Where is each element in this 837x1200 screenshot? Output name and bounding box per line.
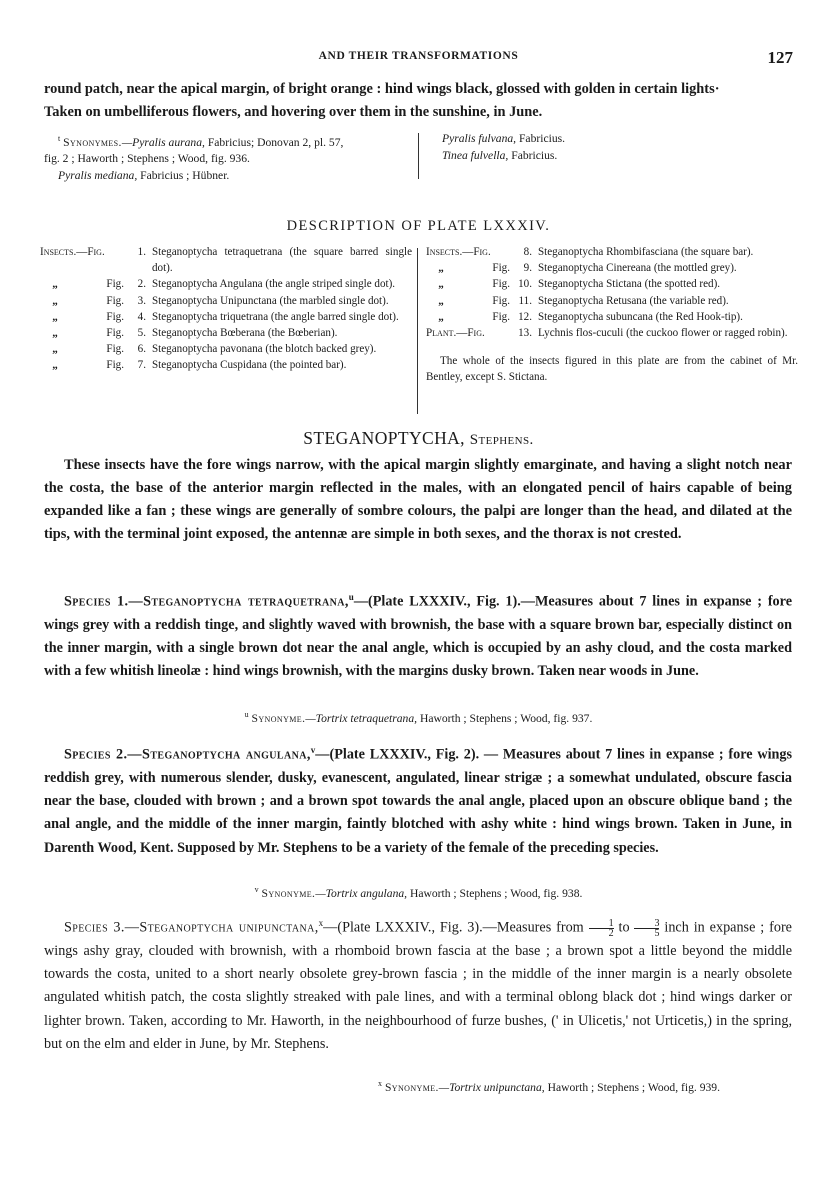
synonyms-right-line-2: Tinea fulvella, Fabricius. bbox=[442, 148, 558, 162]
species-2-marker: v bbox=[310, 745, 316, 755]
species-1-synonym: $^u$ Synonyme.—Tortrix tetraquetrana, Haworth ; Stephens ; Wood, fig. 937. bbox=[244, 710, 593, 725]
plate-entry bbox=[40, 244, 412, 276]
species-1-ref: —(Plate LXXXIV., Fig. 1). bbox=[353, 593, 521, 610]
species-3-name: Steganoptycha unipunctana, bbox=[139, 919, 319, 936]
plate-entry-label: Insects.—Fig. 8. bbox=[426, 246, 532, 258]
plate-entry-text: Lychnis flos-cuculi (the cuckoo flower or ragged robin). bbox=[538, 327, 788, 340]
plate-entry-label: „ Fig. 7. bbox=[52, 359, 146, 372]
plate-entry-label: Plant.—Fig. 13. bbox=[426, 327, 532, 340]
genus-heading bbox=[0, 428, 837, 449]
page-number: 127 bbox=[767, 48, 793, 67]
plate-divider bbox=[417, 248, 418, 414]
species-2-label: Species 2.— bbox=[64, 746, 143, 763]
plate-entry-label: „ Fig. 3. bbox=[52, 294, 146, 307]
plate-entry-text: Steganoptycha Unipunctana (the marbled single dot). bbox=[152, 294, 389, 307]
species-2-synonym: $^v$ Synonyme.—Tortrix angulana, Haworth ; Stephens ; Wood, fig. 938. bbox=[254, 885, 583, 900]
plate-entry-label: „ Fig. 9. bbox=[438, 262, 532, 275]
synonyms-right-line-1: Pyralis fulvana, Fabricius. bbox=[442, 132, 566, 145]
synonyms-right-column bbox=[442, 131, 742, 164]
genus-authority: Stephens. bbox=[469, 432, 534, 448]
plate-entry bbox=[426, 309, 798, 325]
plate-entry-text: Steganoptycha subuncana (the Red Hook-tip). bbox=[538, 310, 743, 323]
plate-note: The whole of the insects figured in this plate are from the cabinet of Mr. Bentley, except S. Stictana. bbox=[426, 355, 798, 384]
plate-entry bbox=[426, 260, 798, 276]
plate-entry-text: Steganoptycha Rhombifasciana (the square bar). bbox=[538, 246, 754, 258]
fraction-three-fifths: $\frac{3}{5}$ bbox=[634, 919, 659, 938]
plate-entry-text: Steganoptycha Cinereana (the mottled grey). bbox=[538, 262, 737, 275]
column-divider bbox=[418, 133, 419, 179]
plate-entry bbox=[426, 293, 798, 309]
species-3-paragraph: Species 3.—Steganoptycha unipunctana,$^x$—(Plate LXXXIV., Fig. 3).—Measures from $\frac{1}{2}$ to $\frac{3}{5}$ inch in expanse ; fore wings ashy gray, clouded with brownish, with a rhomboid brown fascia at the base ; a brown spot a little beyond the middle towards the costa, united to a short nearly obsolete grey-brown fascia ; in the middle of the inner margin is a nearly obsolete angulated whitish patch, the costa slightly streaked with pale lines, and with a terminal oblong black dot ; hind wings darker or lighter brown. Taken, according to Mr. Haworth, in the neighbourhood of furze bushes, (' in Ulicetis,' not Urticetis,) in the spring, but on the elm and elder in June, by Mr. Stephens. bbox=[44, 917, 792, 1052]
plate-left-column bbox=[40, 244, 412, 374]
page-header bbox=[0, 48, 837, 72]
plate-entry-label: „ Fig. 4. bbox=[52, 310, 146, 323]
running-head: AND THEIR TRANSFORMATIONS bbox=[318, 50, 519, 62]
plate-entry-text: Steganoptycha Cuspidana (the pointed bar). bbox=[152, 359, 347, 372]
species-3-ref: —(Plate LXXXIV., Fig. 3). bbox=[323, 919, 483, 936]
plate-entry-text: Steganoptycha pavonana (the blotch backed grey). bbox=[152, 343, 377, 356]
plate-entry-text: Steganoptycha Retusana (the variable red). bbox=[538, 294, 729, 307]
species-3-label: Species 3.— bbox=[64, 919, 140, 936]
synonyms-line: $^t$ Synonymes.—Pyralis aurana, Fabricius; Donovan 2, pl. 57, bbox=[58, 134, 344, 149]
plate-entry bbox=[40, 357, 412, 373]
plate-entry bbox=[426, 276, 798, 292]
continuation-line-2: Taken on umbelliferous flowers, and hovering over them in the sunshine, in June. bbox=[44, 104, 543, 120]
plate-description bbox=[40, 244, 800, 416]
species-2-text: — Measures about 7 lines in expanse ; fore wings reddish grey, with numerous slender, dusky, evanescent, angulated, linear strigæ ; a somewhat undulated, obscure fascia near the base, clouded with brown ; and a brown spot towards the anal angle, placed upon an obscure oblique band ; the anal angle, and the middle of the inner margin, faintly blotched with ashy white : hind wings brown. Taken in June, in Darenth Wood, Kent. Supposed by Mr. Stephens to be a variety of the female of the preceding species. bbox=[44, 746, 793, 856]
plate-entry-label: „ Fig. 12. bbox=[438, 310, 532, 323]
synonyms-line-3: Pyralis mediana, Fabricius ; Hübner. bbox=[58, 169, 230, 183]
genus-name: STEGANOPTYCHA, bbox=[303, 428, 465, 448]
species-1-name: Steganoptycha tetraquetrana, bbox=[143, 593, 349, 610]
plate-entry-text: Steganoptycha triquetrana (the angle barred single dot). bbox=[152, 310, 399, 323]
plate-entry bbox=[40, 325, 412, 341]
species-2-name: Steganoptycha angulana, bbox=[142, 746, 311, 763]
plate-entry-label: „ Fig. 10. bbox=[438, 278, 532, 291]
plate-entry bbox=[40, 293, 412, 309]
genus-description: These insects have the fore wings narrow, with the apical margin slightly emarginate, and having a slight notch near the costa, the base of the anterior margin reflected in the males, with an elongated pencil of hairs capable of being expanded like a fan ; these wings are generally of sombre colours, the palpi are longer than the head, and dilated at the tips, with the terminal joint exposed, the antennæ are simple in both sexes, and the thorax is not crested. bbox=[44, 457, 792, 542]
plate-entry-label: „ Fig. 2. bbox=[52, 278, 146, 291]
plate-entry-text: Steganoptycha tetraquetrana (the square barred single dot). bbox=[152, 246, 412, 275]
plate-entry bbox=[426, 325, 798, 341]
species-2-ref: —(Plate LXXXIV., Fig. 2). bbox=[315, 746, 480, 763]
species-3-text-before: —Measures from bbox=[482, 919, 589, 936]
plate-entry-text: Steganoptycha Bœberana (the Bœberian). bbox=[152, 327, 338, 340]
plate-entry bbox=[40, 341, 412, 357]
species-1-marker: u bbox=[348, 592, 354, 602]
species-2-paragraph bbox=[44, 739, 792, 860]
plate-entry-label: Insects.—Fig. 1. bbox=[40, 246, 146, 258]
continuation-line-1: round patch, near the apical margin, of bright orange : hind wings black, glossed with golden in certain lights· bbox=[44, 81, 720, 97]
plate-title: DESCRIPTION OF PLATE LXXXIV. bbox=[286, 218, 551, 234]
synonyms-left-column bbox=[44, 131, 420, 185]
plate-entry bbox=[40, 309, 412, 325]
species-3-marker: x bbox=[318, 918, 324, 928]
plate-entry bbox=[40, 276, 412, 292]
plate-entry-text: Steganoptycha Angulana (the angle striped single dot). bbox=[152, 278, 396, 291]
species-3-synonym: $^x$ Synonyme.—Tortrix unipunctana, Haworth ; Stephens ; Wood, fig. 939. bbox=[378, 1079, 720, 1094]
synonyms-footnote-t bbox=[44, 131, 792, 181]
plate-entry-label: „ Fig. 5. bbox=[52, 327, 146, 340]
plate-entry-text: Steganoptycha Stictana (the spotted red). bbox=[538, 278, 721, 291]
species-1-text: —Measures about 7 lines in expanse ; fore wings grey with a reddish tinge, and slightly waved with brownish, the base with a square brown bar, especially distinct on the inner margin, with a single brown dot near the anal angle, which is occupied by an ashy cloud, and the costa marked with a few whitish lineolæ : hind wings brownish, with the margins dusky brown. Taken near woods in June. bbox=[44, 593, 792, 679]
species-1-label: Species 1.— bbox=[64, 593, 144, 610]
synonyms-line-2: fig. 2 ; Haworth ; Stephens ; Wood, fig. 936. bbox=[44, 152, 250, 166]
plate-right-column bbox=[426, 244, 798, 386]
species-1-paragraph bbox=[44, 586, 792, 683]
synonyms-line-1: —Pyralis aurana, Fabricius; Donovan 2, pl. 57, bbox=[121, 135, 344, 149]
species-3-text-after: inch in expanse ; fore wings ashy gray, clouded with brownish, with a rhomboid brown fascia at the base ; a brown spot a little beyond the middle towards the costa, united to a short nearly obsolete grey-brown fascia ; in the middle of the inner margin is a nearly obsolete angulated whitish patch, the costa slightly streaked with pale lines, and with a terminal oblong black dot ; hind wings darker or lighter brown. Taken, according to Mr. Haworth, in the neighbourhood of furze bushes, (' in Ulicetis,' not Urticetis,) in the spring, but on the elm and elder in June, by Mr. Stephens. bbox=[44, 919, 792, 1052]
plate-entry-label: „ Fig. 6. bbox=[52, 343, 146, 356]
fraction-one-half: $\frac{1}{2}$ bbox=[589, 919, 614, 938]
plate-entry-label: „ Fig. 11. bbox=[438, 294, 532, 307]
plate-entry bbox=[426, 244, 798, 260]
